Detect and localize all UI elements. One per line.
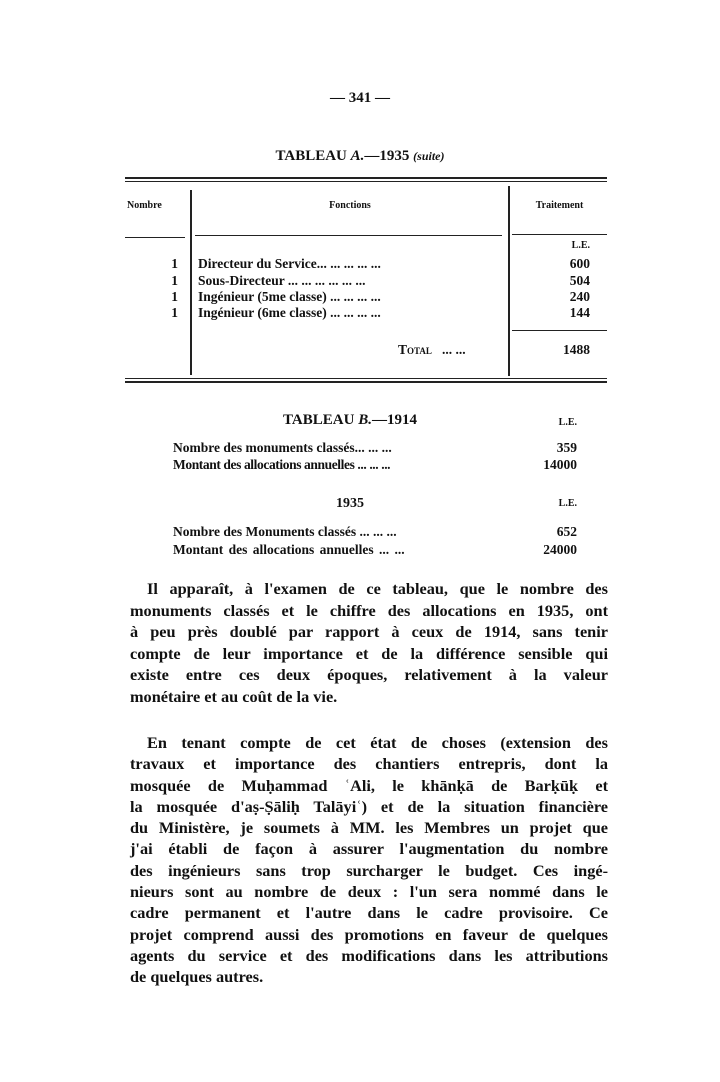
text-line: de quelques autres. bbox=[130, 967, 264, 987]
table-top-rule bbox=[125, 177, 607, 179]
paragraph-1 bbox=[130, 578, 608, 708]
total-dots: ... ... bbox=[441, 342, 466, 357]
title-suffix: (suite) bbox=[413, 149, 445, 163]
row-value: 359 bbox=[556, 440, 577, 455]
title-text: TABLEAU bbox=[283, 412, 359, 428]
text-line: nieurs sont au nombre de deux : l'un sera nommé dans le bbox=[130, 882, 608, 902]
row-label: Nombre des monuments classés... ... ... bbox=[173, 440, 392, 455]
row-traitement: 504 bbox=[569, 273, 590, 288]
text-line: la mosquée d'aṣ-Ṣāliḥ Talāyiʿ) et de la situation financière bbox=[130, 796, 608, 816]
title-text: TABLEAU bbox=[275, 148, 351, 164]
title-letter: A. bbox=[350, 148, 365, 164]
header-rule bbox=[512, 234, 607, 235]
row-label: Nombre des Monuments classés ... ... ... bbox=[173, 524, 397, 539]
row-traitement: 240 bbox=[569, 289, 590, 304]
page-number: — 341 — bbox=[330, 90, 390, 106]
tableau-b-title bbox=[240, 412, 460, 429]
text-line: du Ministère, je soumets à MM. les Membres un projet que bbox=[130, 818, 608, 838]
row-nombre: 1 bbox=[171, 305, 178, 320]
text-line: agents du service et des modifications dans les attributions bbox=[130, 945, 608, 965]
row-value: 14000 bbox=[543, 457, 577, 472]
row-fonction: Directeur du Service... ... ... ... ... bbox=[198, 256, 381, 271]
text-line: Il apparaît, à l'examen de ce tableau, que le nombre des bbox=[147, 579, 608, 598]
total-value: 1488 bbox=[563, 342, 590, 357]
row-fonction: Ingénieur (6me classe) ... ... ... ... bbox=[198, 305, 381, 320]
row-label: Montant des allocations annuelles ... ... ... bbox=[173, 457, 391, 472]
text-line: cadre permanent et l'autre dans le cadre provisoire. Ce bbox=[130, 903, 608, 923]
row-value: 24000 bbox=[543, 542, 577, 557]
header-rule bbox=[195, 235, 502, 236]
title-year: —1914 bbox=[371, 412, 417, 428]
table-bottom-rule-2 bbox=[125, 381, 607, 383]
header-rule bbox=[125, 237, 185, 238]
title-letter: B. bbox=[358, 412, 372, 428]
text-line: monuments classés et le chiffre des allocations en 1935, ont bbox=[130, 600, 608, 620]
unit-label: L.E. bbox=[571, 240, 590, 251]
total-row bbox=[398, 342, 466, 358]
text-line: mosquée de Muḥammad ʿAli, le khānḳā de Barḳūḳ et bbox=[130, 775, 608, 795]
row-traitement: 144 bbox=[569, 305, 590, 320]
paragraph-2 bbox=[130, 732, 608, 988]
unit-label: L.E. bbox=[558, 498, 577, 509]
table-bottom-rule bbox=[125, 378, 607, 379]
table-top-rule-2 bbox=[125, 181, 607, 182]
row-nombre: 1 bbox=[171, 289, 178, 304]
row-value: 652 bbox=[556, 524, 577, 539]
title-year: —1935 bbox=[364, 148, 414, 164]
row-nombre: 1 bbox=[171, 273, 178, 288]
row-fonction: Ingénieur (5me classe) ... ... ... ... bbox=[198, 289, 381, 304]
row-traitement: 600 bbox=[569, 256, 590, 271]
text-line: monétaire et au coût de la vie. bbox=[130, 686, 338, 706]
column-divider bbox=[508, 186, 510, 376]
tableau-a-title bbox=[0, 148, 720, 165]
row-nombre: 1 bbox=[171, 256, 178, 271]
row-label: Montant des allocations annuelles ... ... bbox=[173, 542, 405, 557]
total-rule bbox=[512, 330, 607, 331]
header-traitement: Traitement bbox=[535, 200, 584, 211]
year-heading: 1935 bbox=[336, 496, 364, 511]
text-line: travaux et importance des chantiers entrepris, dont la bbox=[130, 754, 608, 774]
text-line: existe entre ces deux époques, relativement à la valeur bbox=[130, 665, 608, 685]
text-line: des ingénieurs sans trop surcharger le budget. Ces ingé- bbox=[130, 860, 608, 880]
column-divider bbox=[190, 190, 192, 375]
text-line: j'ai établi de façon à assurer l'augmentation du nombre bbox=[130, 839, 608, 859]
header-fonctions: Fonctions bbox=[329, 200, 371, 211]
row-fonction: Sous-Directeur ... ... ... ... ... ... bbox=[198, 273, 366, 288]
text-line: compte de leur importance et de la différence sensible qui bbox=[130, 643, 608, 663]
header-nombre: Nombre bbox=[127, 200, 162, 211]
text-line: à peu près doublé par rapport à ceux de 1914, sans tenir bbox=[130, 622, 608, 642]
text-line: projet comprend aussi des promotions en faveur de quelques bbox=[130, 924, 608, 944]
unit-label: L.E. bbox=[558, 417, 577, 428]
text-line: En tenant compte de cet état de choses (extension des bbox=[147, 733, 608, 752]
total-label: Total bbox=[398, 342, 432, 357]
